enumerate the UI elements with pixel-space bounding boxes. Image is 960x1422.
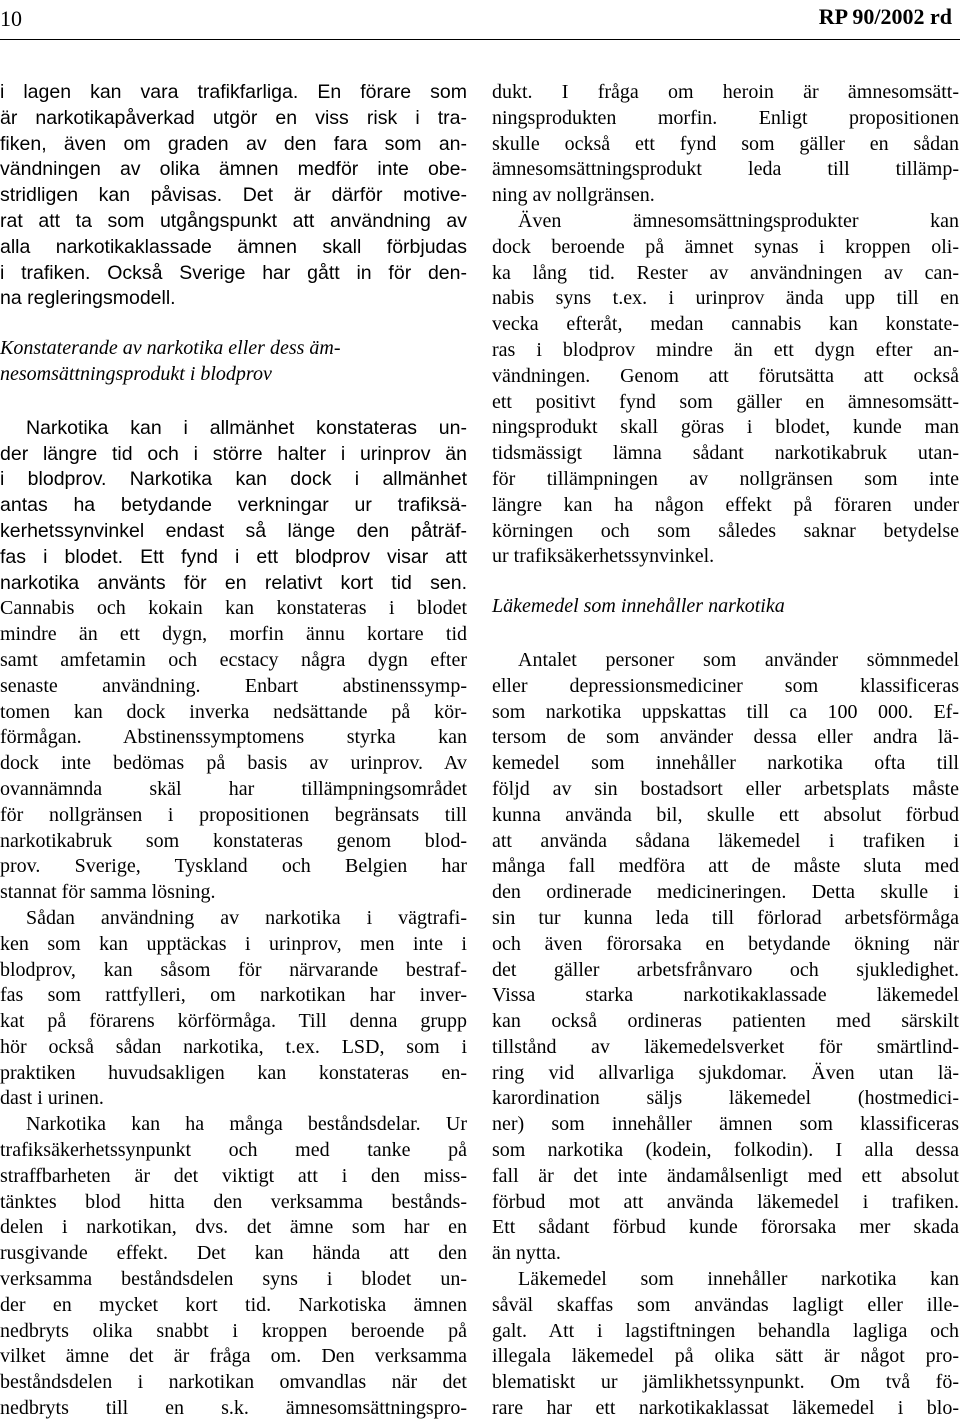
text-line: ras i blodprov mindre än ett dygn efter an- — [492, 338, 959, 361]
text-line: antas ha betydande verkningar ur trafiksä- — [0, 494, 467, 517]
text-line: tersom de som använder dessa eller andra lä- — [492, 726, 959, 749]
text-line: ningsprodukt skall göras i blodet, kunde man — [492, 416, 959, 439]
header-rule — [0, 39, 960, 40]
text-line: kat på förarens körförmåga. Till denna grupp — [0, 1010, 467, 1033]
paragraph — [492, 648, 959, 1267]
text-line: i blodprov. Narkotika kan dock i allmänhet — [0, 468, 467, 491]
text-line: ur trafiksäkerhetssynvinkel. — [492, 545, 715, 568]
text-line: nabis syns t.ex. i urinprov ända upp till en — [492, 287, 959, 310]
text-line: ningsprodukten morfin. Enligt propositionen — [492, 106, 959, 129]
text-line: ovannämnda skäl har tillämpningsområdet — [0, 777, 467, 800]
text-line: ning av nollgränsen. — [492, 184, 655, 207]
text-line: fas i blodet. Ett fynd i ett blodprov visar att — [0, 545, 467, 568]
text-line: ner) som innehåller ämnen som klassificeras — [492, 1113, 959, 1136]
text-line: narkotika använts för en relativt kort tid sen. — [0, 571, 467, 594]
text-line: och även förorsaka en betydande ökning när — [492, 932, 959, 955]
right-column — [492, 80, 959, 1422]
text-line: förmågan. Abstinenssymptomens styrka kan — [0, 726, 467, 749]
text-line: Narkotika kan i allmänhet konstateras un- — [26, 416, 467, 439]
text-line: straffbarheten är det viktigt att i den miss- — [0, 1164, 467, 1187]
text-line: dock inte bedömas på basis av urinprov. Av — [0, 752, 467, 775]
text-line: körningen och som således saknar betydelse — [492, 519, 959, 542]
text-line: prov. Sverige, Tyskland och Belgien har — [0, 855, 467, 878]
text-line: stridligen kan påvisas. Det är därför motive- — [0, 184, 467, 207]
paragraph — [492, 209, 959, 570]
text-line: rare har ett narkotikaklassat läkemedel i blo- — [492, 1397, 959, 1420]
text-line: illegala läkemedel på olika sätt är något pro- — [492, 1345, 959, 1368]
text-line: fiken, även om graden av den fara som an- — [0, 132, 467, 155]
text-line: Sådan användning av narkotika i vägtrafi- — [26, 906, 467, 929]
text-line: beståndsdelen i narkotikan omvandlas när det — [0, 1371, 467, 1394]
text-line: än nytta. — [492, 1242, 561, 1265]
section-heading — [0, 336, 467, 388]
paragraph — [492, 80, 959, 209]
text-line: vändningen av olika ämnen medför inte obe- — [0, 158, 467, 181]
text-line: är narkotikapåverkad utgör en viss risk i tra- — [0, 106, 467, 129]
text-line: såväl skaffas som användas lagligt eller ille- — [492, 1293, 959, 1316]
text-line: ämnesomsättningsprodukt leda till tillämp- — [492, 158, 959, 181]
left-column — [0, 80, 467, 1422]
text-line: der längre tid och i större halter i urinprov än — [0, 442, 467, 465]
text-line: Även ämnesomsättningsprodukter kan — [518, 209, 959, 232]
text-line: kan också ordineras patienten med särskilt — [492, 1010, 959, 1033]
text-line: nedbryts till en s.k. ämnesomsättningspro- — [0, 1397, 467, 1420]
text-line: trafiksäkerhetssynpunkt och med tanke på — [0, 1139, 467, 1162]
text-line: vändningen. Genom att förutsätta att också — [492, 364, 959, 387]
text-line: skulle också ett fynd som gäller en sådan — [492, 132, 959, 155]
text-line: Antalet personer som använder sömnmedel — [518, 648, 959, 671]
text-line: ken som kan upptäckas i urinprov, men inte i — [0, 932, 467, 955]
text-line: mindre än ett dygn, morfin ännu kortare tid — [0, 623, 467, 646]
text-line: vilket ämne det är fråga om. Den verksamma — [0, 1345, 467, 1368]
text-line: nesomsättningsprodukt i blodprov — [0, 362, 272, 385]
text-line: dast i urinen. — [0, 1087, 104, 1110]
text-line: alla narkotikaklassade ämnen skall förbjudas — [0, 235, 467, 258]
text-line: blematiskt ur jämlikhetssynpunkt. Om två fö- — [492, 1371, 959, 1394]
text-line: kerhetssynvinkel endast så länge den påträf- — [0, 519, 467, 542]
text-line: ka lång tid. Rester av användningen av can- — [492, 261, 959, 284]
text-line: nedbryts olika snabbt i kroppen beroende på — [0, 1319, 467, 1342]
text-line: narkotikabruk som konstateras genom blod- — [0, 829, 467, 852]
text-line: kunna använda bil, skulle ett absolut förbud — [492, 803, 959, 826]
text-line: hör också sådan narkotika, t.ex. LSD, som i — [0, 1035, 467, 1058]
paragraph — [0, 596, 467, 906]
text-line: fas som rattfylleri, om narkotikan har inver- — [0, 984, 467, 1007]
text-line: tillstånd av läkemedelsverket för smärtlind- — [492, 1035, 959, 1058]
text-line: eller depressionsmediciner som klassificeras — [492, 674, 959, 697]
text-line: der en mycket kort tid. Narkotiska ämnen — [0, 1293, 467, 1316]
text-line: galt. Att i lagstiftningen behandla lagliga och — [492, 1319, 959, 1342]
text-line: delen i narkotikan, dvs. det ämne som har en — [0, 1216, 467, 1239]
paragraph — [0, 906, 467, 1112]
text-line: fall är det inte ändamålsenligt med ett absolut — [492, 1164, 959, 1187]
text-line: na regleringsmodell. — [0, 287, 176, 310]
text-line: många fall medföra att de måste sluta med — [492, 855, 959, 878]
document-id: RP 90/2002 rd — [818, 4, 952, 29]
text-line: dukt. I fråga om heroin är ämnesomsätt- — [492, 81, 959, 103]
text-line: för nollgränsen i propositionen begränsats till — [0, 803, 467, 826]
text-line: rat att ta som utgångspunkt att användning av — [0, 209, 467, 232]
text-line: Cannabis och kokain kan konstateras i blodet — [0, 597, 467, 620]
text-line: stannat för samma lösning. — [0, 881, 216, 904]
text-line: vecka efteråt, medan cannabis kan konstate- — [492, 313, 959, 336]
paragraph — [0, 416, 467, 597]
text-line: Vissa starka narkotikaklassade läkemedel — [492, 984, 959, 1007]
text-line: ring vid allvarliga sjukdomar. Även utan lä- — [492, 1061, 959, 1084]
text-line: kemedel som innehåller narkotika ofta till — [492, 752, 959, 775]
paragraph — [0, 80, 467, 312]
text-line: Narkotika kan ha många beståndsdelar. Ur — [26, 1113, 467, 1136]
text-line: karordination säljs läkemedel (hostmedici- — [492, 1087, 959, 1110]
text-line: Läkemedel som innehåller narkotika kan — [518, 1268, 959, 1291]
text-line: blodprov, kan såsom för närvarande bestraf- — [0, 958, 467, 981]
section-heading — [492, 594, 959, 620]
text-line: verksamma beståndsdelen syns i blodet un- — [0, 1268, 467, 1291]
text-line: för tillämpningen av nollgränsen som inte — [492, 467, 959, 490]
text-line: ett positivt fynd som gäller en ämnesomsätt- — [492, 390, 959, 413]
text-line: praktiken huvudsakligen kan konstateras en- — [0, 1061, 467, 1084]
paragraph — [492, 1267, 959, 1422]
text-line: tänktes blod hitta den verksamma bestånds- — [0, 1190, 467, 1213]
text-line: som narkotika (kodein, folkodin). I alla dessa — [492, 1139, 959, 1162]
text-line: rusgivande effekt. Det kan hända att den — [0, 1242, 467, 1265]
text-line: följd av sin bostadsort eller arbetsplats måste — [492, 777, 959, 800]
text-line: tidsmässigt lämna sådant narkotikabruk utan- — [492, 442, 959, 465]
text-line: dock beroende på ämnet synas i kroppen oli- — [492, 235, 959, 258]
text-line: sin tur kunna leda till förlorad arbetsförmåga — [492, 906, 959, 929]
text-line: i lagen kan vara trafikfarliga. En förare som — [0, 81, 467, 103]
text-line: Ett sådant förbud kunde förorsaka mer skada — [492, 1216, 959, 1239]
text-line: i trafiken. Också Sverige har gått in för den- — [0, 261, 467, 284]
text-line: Konstaterande av narkotika eller dess äm- — [0, 337, 341, 360]
text-line: längre kan ha någon effekt på föraren under — [492, 493, 959, 516]
paragraph — [0, 1112, 467, 1422]
text-line: förbud mot att använda läkemedel i trafiken. — [492, 1190, 959, 1213]
text-line: samt amfetamin och ecstacy några dygn efter — [0, 648, 467, 671]
text-line: det gäller arbetsfrånvaro och sjukledighet. — [492, 958, 959, 981]
text-line: den ordinerade medicineringen. Detta skulle i — [492, 881, 959, 904]
text-line: senaste användning. Enbart abstinenssymp- — [0, 674, 467, 697]
text-line: som narkotika uppskattas till ca 100 000. Ef- — [492, 700, 959, 723]
page-number: 10 — [0, 6, 22, 31]
text-line: att använda sådana läkemedel i trafiken i — [492, 829, 959, 852]
text-line: Läkemedel som innehåller narkotika — [492, 595, 785, 618]
text-line: tomen kan dock inverka nedsättande på kör- — [0, 700, 467, 723]
